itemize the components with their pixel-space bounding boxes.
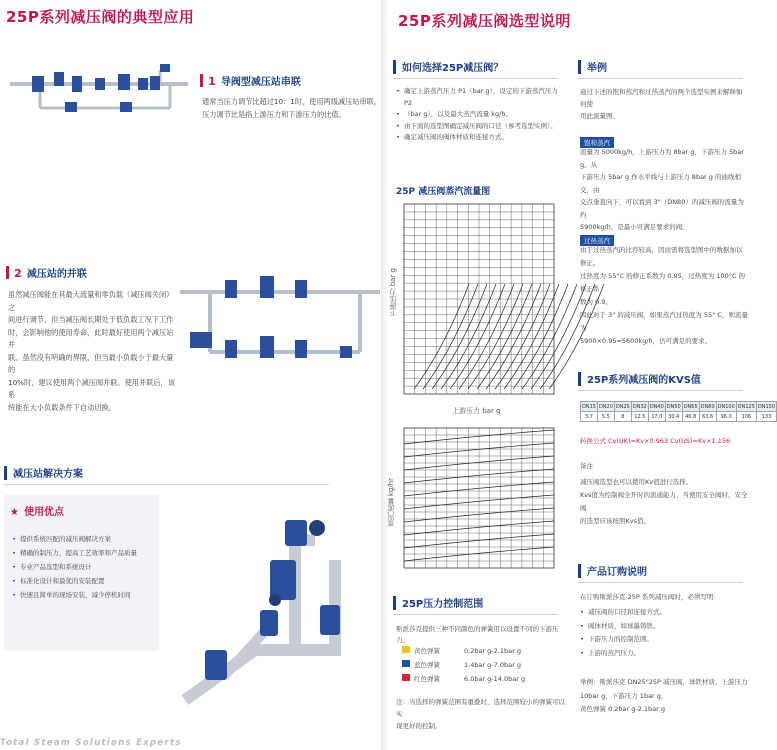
kvs-size-row — [581, 402, 777, 412]
text-line: 流量为 5000kg/h，上游压力为 8bar g，下游压力 5bar g。从 — [580, 148, 744, 169]
text-line: 交点垂直向下，可以看到 3"（DN80）的减压阀的流量为约 — [580, 198, 744, 219]
spring-row-blue — [402, 658, 552, 672]
series-station-diagram — [10, 58, 190, 138]
text-line: 通过下述的饱和蒸汽和过热蒸汽的两个选型实例来解释如何使 — [580, 88, 743, 108]
advantages-list — [12, 532, 162, 602]
text-line: 压力调节比是指上游压力和下游压力的比值。 — [202, 109, 346, 119]
how-to-choose-header — [393, 58, 558, 76]
saturated-steam-tag: 饱和蒸汽 — [580, 137, 614, 148]
kvs-value-cell: 63.6 — [699, 412, 716, 422]
kvs-table — [580, 401, 777, 422]
order-heading: 产品订购说明 — [587, 567, 647, 578]
flow-chart-lower — [388, 424, 564, 574]
kvs-value-cell: 133 — [756, 412, 776, 422]
example-intro — [580, 86, 748, 122]
spring-range: 1.4bar g-7.0bar g — [464, 661, 521, 669]
kvs-size-cell: DN65 — [683, 403, 698, 410]
star-icon: ★ — [10, 507, 19, 518]
example-header — [578, 58, 746, 76]
spring-intro: 斯派莎克提供三种不同颜色的弹簧用以设置不同的下游压力。 — [396, 625, 559, 644]
text-line: 联。虽然没有明确的界限，但当最小负载小于最大量的 — [8, 352, 174, 374]
kvs-value-cell: 17.0 — [648, 412, 665, 422]
right-page-title: 25P系列减压阀选型说明 — [398, 12, 571, 30]
how-to-choose-list — [396, 86, 566, 144]
list-item: • 标准化设计和最优的安装配置 — [12, 574, 162, 588]
kvs-size-cell: DN20 — [598, 403, 613, 410]
series-section-heading: 导阀型减压站串联 — [220, 77, 301, 88]
kvs-value-cell: 96.0 — [716, 412, 736, 422]
list-item: • 确定减压阀的阀体材质和连接方式。 — [396, 132, 566, 144]
parallel-section-number: 2 — [14, 267, 22, 280]
flow-chart-ylabel: 下游压力 bar g — [389, 268, 397, 317]
spring-name: 红色弹簧 — [414, 675, 440, 683]
flow-chart-xlabel: 上游压力 bar g — [452, 407, 501, 415]
order-intro: 在订购斯派莎克 25P 系列减压阀时，必须写明： — [580, 593, 720, 601]
parallel-section-heading: 减压站的并联 — [26, 269, 87, 280]
saturated-steam-text — [580, 146, 748, 234]
kvs-size-cell: DN25 — [615, 403, 630, 410]
text-line: 用此流量图。 — [580, 112, 619, 120]
list-item: • 确定上游蒸汽压力 P1（bar g），设定的下游蒸汽压力 P2 — [396, 86, 566, 109]
text-line: 下游压力 5bar g 作水平线与上游压力 8bar g 的曲线相交，由 — [580, 173, 741, 194]
solution-section-header — [4, 464, 334, 482]
advantages-heading: 使用优点 — [24, 507, 65, 518]
text-line: 举例：斯派莎克 DN25"25P 减压阀，球铁材质，上游压力 — [580, 678, 748, 686]
superheated-steam-tag: 过热蒸汽 — [580, 235, 614, 246]
kvs-size-cell: DN80 — [700, 403, 715, 410]
kvs-heading: 25P系列减压阀的KVS值 — [587, 375, 701, 386]
blue-swatch-icon — [402, 660, 410, 667]
text-line: 5900kg/h，是最小可满足要求的阀。 — [580, 223, 689, 231]
kvs-header — [578, 370, 746, 388]
text-line: 的选型应该按照Kvs值。 — [580, 517, 650, 525]
kvs-value-cell: 5.5 — [597, 412, 614, 422]
list-item: • 提供系统匹配的减压阀解决方案 — [12, 532, 162, 546]
text-line: 虽然减压阀能在其最大流量和零负载（减压阀关闭）之 — [8, 290, 174, 312]
spring-row-red — [402, 672, 552, 686]
text-line: 10bar g，下游压力 1bar g， — [580, 691, 668, 700]
spring-row-yellow — [402, 644, 552, 658]
parallel-section-text — [8, 289, 178, 414]
spring-note — [396, 696, 566, 732]
spring-range-heading: 25P压力控制范围 — [402, 599, 484, 610]
spring-range-header — [393, 594, 558, 612]
kvs-value-cell: 3.7 — [581, 412, 598, 422]
list-item: • 专业产品选型和系统设计 — [12, 560, 162, 574]
kvs-size-cell: DN50 — [666, 403, 681, 410]
text-line: Kvs值为控制阀全开时的流通能力，当使用安全阀时，安全阀 — [580, 491, 748, 512]
superheated-steam-text — [580, 244, 748, 348]
pressure-station-3d-image — [165, 500, 365, 720]
text-line: 过热度为 55°C 的修正系数为 0.95，过热度为 100°C 的修正系 — [580, 272, 746, 293]
text-line: 通常当压力调节比超过10：1时，使用两级减压站串联。 — [202, 97, 382, 106]
parallel-section — [6, 262, 87, 281]
how-to-choose-heading: 如何选择25P减压阀？ — [402, 63, 504, 74]
list-item: • 阀体材质，如球墨铸铁。 — [580, 620, 745, 634]
spring-name: 黄色弹簧 — [414, 647, 440, 655]
solution-section-heading: 减压站解决方案 — [13, 469, 83, 480]
spring-range: 0.2bar g-2.1bar g — [464, 647, 521, 655]
list-item: • 上游的蒸汽压力。 — [580, 647, 745, 661]
kvs-value-cell: 12.5 — [631, 412, 648, 422]
text-line: 数为 0.9。 — [580, 298, 612, 306]
spring-table — [402, 644, 552, 686]
text-line: 由于过热蒸汽的比容较高，因而需将选型图中的数据加以修正。 — [580, 246, 743, 267]
left-page-title: 25P系列减压阀的典型应用 — [6, 8, 195, 26]
list-item: • 下游压力的控制范围。 — [580, 633, 745, 647]
advantages-header — [10, 500, 64, 519]
spring-name: 蓝色弹簧 — [414, 661, 440, 669]
kvs-size-cell: DN150 — [757, 403, 776, 410]
parallel-station-diagram — [180, 262, 380, 382]
kvs-value-cell: 46.8 — [682, 412, 699, 422]
text-line: 10%时，建议使用两个减压阀并联。使用并联后，该系 — [8, 377, 175, 399]
order-header — [578, 562, 746, 580]
series-section-number: 1 — [208, 75, 216, 88]
footer-slogan: Total Steam Solutions Experts — [0, 738, 182, 748]
list-item: • 快速且简单的现场安装，减少停机时间 — [12, 588, 162, 602]
text-line: 减压阀选型也可以使用Kv值进行选择。 — [580, 478, 693, 486]
flow-chart2-ylabel: 蒸汽流量 kg/hr — [387, 478, 395, 527]
kvs-note — [580, 476, 748, 528]
kvs-note-title: 备注 — [580, 462, 593, 470]
kvs-formula: 转换公式 Cv(UK)=Kv×0.963 Cv(US)=Kv×1.156 — [580, 437, 731, 445]
series-section-text — [202, 96, 382, 121]
text-line: 间进行调节，但当减压阀长期处于低负载工况下工作 — [8, 315, 174, 324]
order-list — [580, 606, 745, 660]
text-line: 注：当选择的弹簧范围有重叠时，选择范围较小的弹簧可以实 — [396, 698, 565, 718]
kvs-value-cell: 30.4 — [665, 412, 682, 422]
order-example — [580, 676, 748, 717]
kvs-value-cell: 106 — [736, 412, 756, 422]
text-line: （bar g），以及最大蒸汽流量 kg/h。 — [404, 110, 512, 118]
list-item: • 减压阀的口径和连接方式。 — [580, 606, 745, 620]
flow-chart-upper — [388, 200, 564, 420]
flow-chart-title: 25P 减压阀蒸汽流量图 — [396, 187, 491, 197]
text-line: 时，会影响他的使用寿命，此时最好使用两个减压站并 — [8, 327, 174, 349]
yellow-swatch-icon — [402, 646, 410, 653]
text-line: 5900×0.95=5600kg/h，仍可满足的要求。 — [580, 337, 712, 345]
kvs-size-cell: DN125 — [737, 403, 755, 410]
kvs-size-cell: DN40 — [649, 403, 664, 410]
text-line: 现更好的控制。 — [396, 722, 442, 730]
example-heading: 举例 — [587, 63, 607, 74]
list-item-cont — [396, 109, 566, 121]
text-line: 统能在大小负载条件下自动切换。 — [8, 402, 116, 412]
kvs-value-row — [581, 412, 777, 422]
spring-range: 6.0bar g-14.0bar g — [464, 675, 526, 683]
list-item: • 精确的制压力，提高工艺效率和产品质量 — [12, 546, 162, 560]
text-line: 因此对于 3" 的减压阀，如果蒸汽过热度为 55° C，则流量为 — [580, 311, 748, 332]
red-swatch-icon — [402, 674, 410, 681]
series-section — [200, 70, 301, 89]
kvs-size-cell: DN15 — [582, 403, 596, 410]
list-item: • 由下面的选型图确定减压阀的口径（参考选型实例）。 — [396, 121, 566, 133]
text-line: 黄色弹簧 0.2bar g-2.1bar g — [580, 705, 666, 713]
kvs-size-cell: DN100 — [717, 403, 735, 410]
kvs-value-cell: 8 — [614, 412, 631, 422]
kvs-size-cell: DN32 — [632, 403, 647, 410]
